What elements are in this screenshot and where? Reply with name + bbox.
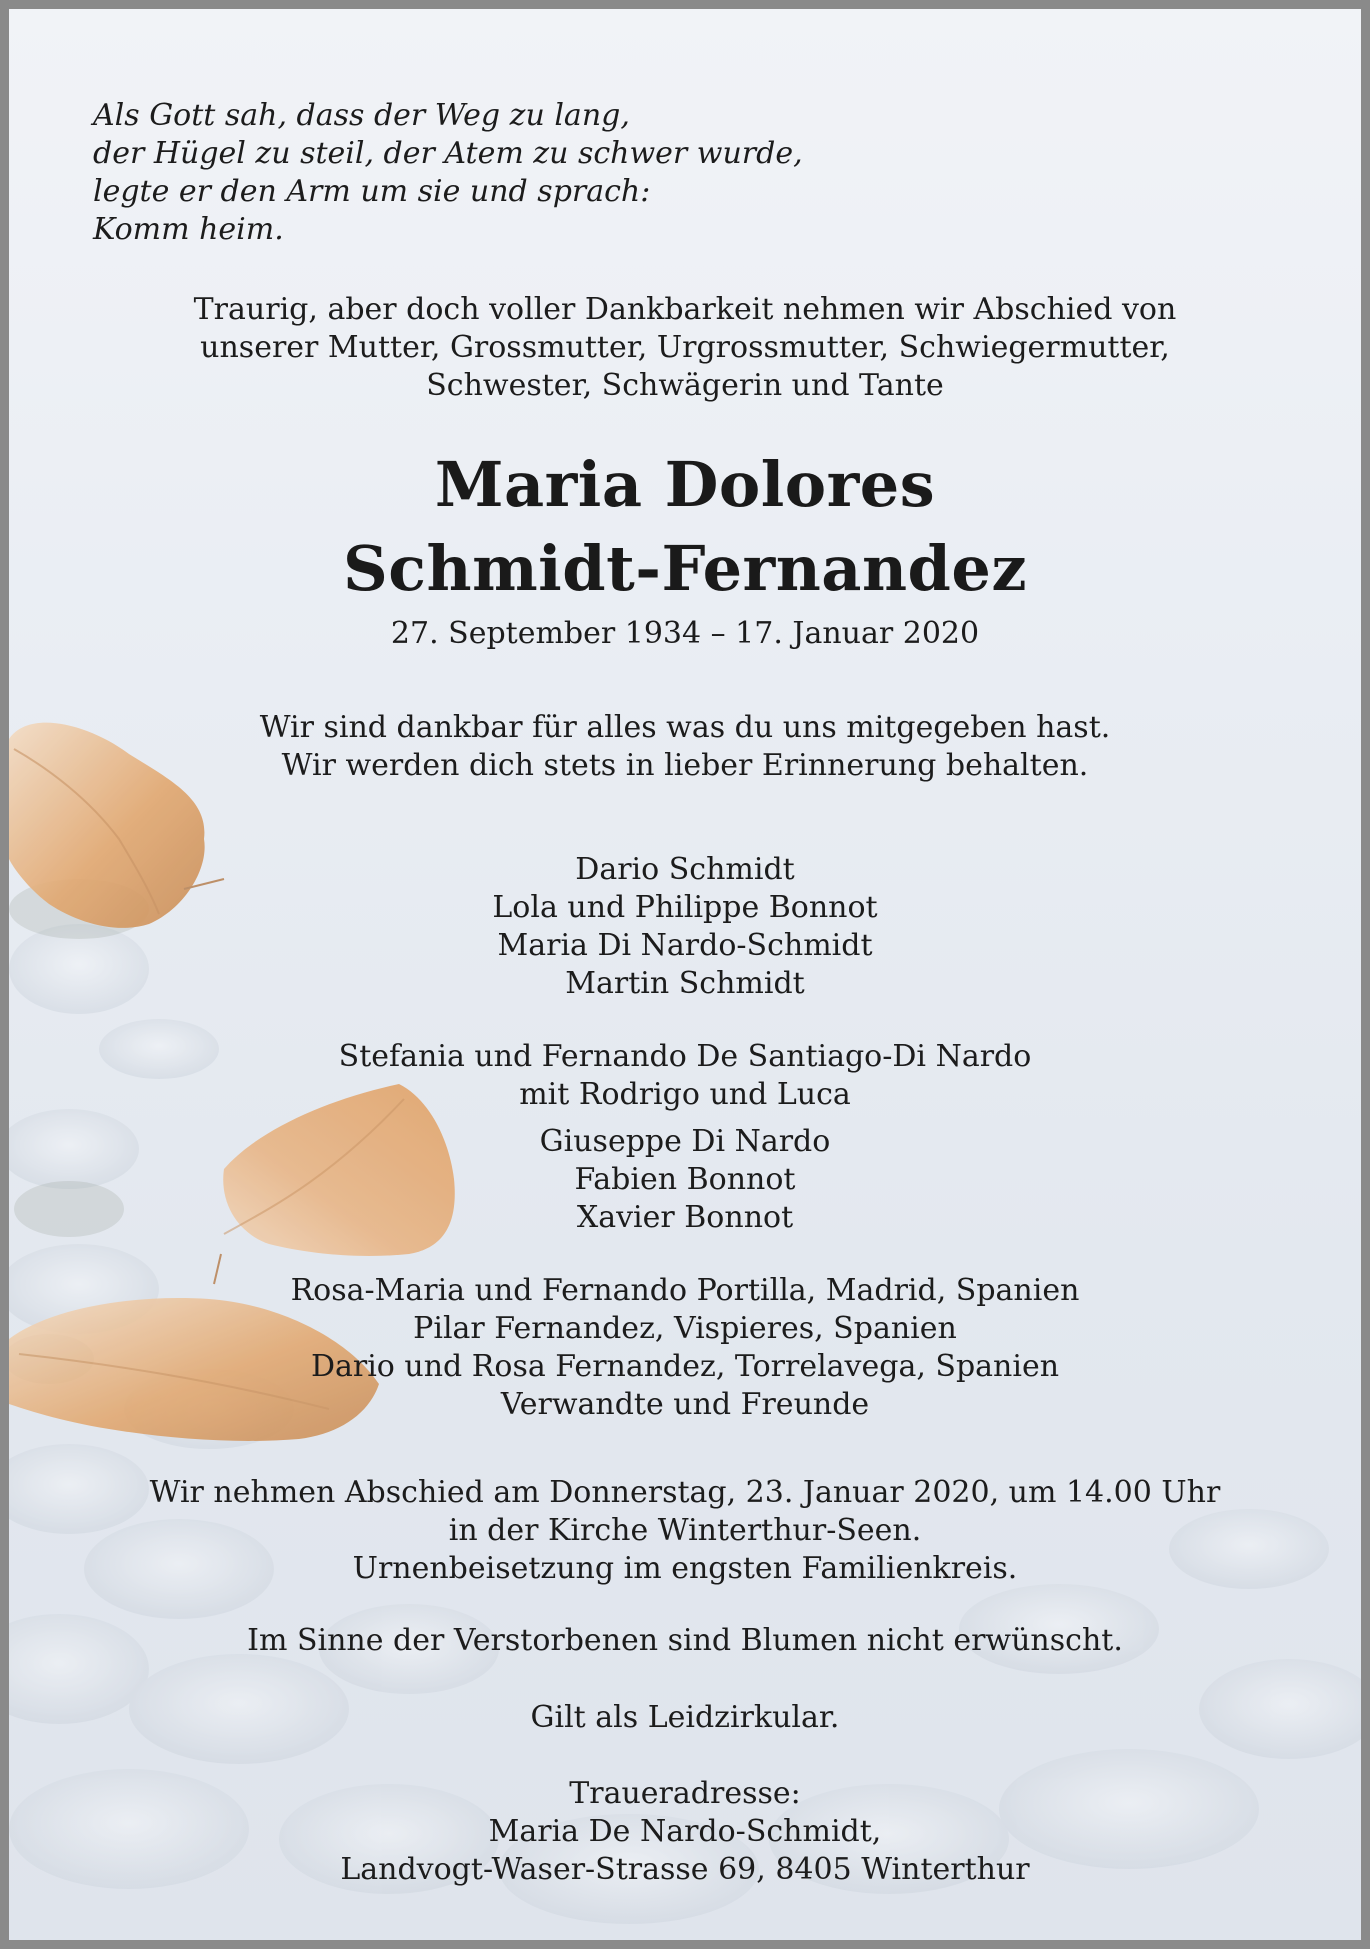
intro-line: Schwester, Schwägerin und Tante [426,368,944,403]
mourner-name: Fabien Bonnot [574,1162,796,1197]
poem-line: legte er den Arm um sie und sprach: [93,174,651,209]
ceremony-line: in der Kirche Winterthur-Seen. [448,1513,922,1548]
mourner-name: Lola und Philippe Bonnot [492,890,878,925]
mourner-name: Verwandte und Freunde [500,1387,870,1422]
intro-line: unserer Mutter, Grossmutter, Urgrossmutter, Schwiegermutter, [200,330,1170,365]
mourner-name: Martin Schmidt [565,966,805,1001]
mourner-name: Stefania und Fernando De Santiago-Di Nardo [338,1039,1032,1074]
deceased-name-line2: Schmidt-Fernandez [342,532,1028,605]
thanks-line: Wir werden dich stets in lieber Erinnerung behalten. [281,748,1089,783]
address-street: Landvogt-Waser-Strasse 69, 8405 Winterthur [340,1852,1030,1887]
mourner-name: Maria Di Nardo-Schmidt [497,928,873,963]
address-name: Maria De Nardo-Schmidt, [488,1814,882,1849]
mourner-name: Dario Schmidt [575,852,795,887]
life-dates [9,615,1361,653]
mourner-name: Giuseppe Di Nardo [539,1124,831,1159]
mourners-group-4 [9,1272,1361,1424]
obituary-page [9,9,1361,1940]
address-label: Traueradresse: [569,1776,801,1811]
ceremony-line: Wir nehmen Abschied am Donnerstag, 23. Januar 2020, um 14.00 Uhr [149,1475,1221,1510]
mourner-name: Pilar Fernandez, Vispieres, Spanien [413,1311,957,1346]
intro-line: Traurig, aber doch voller Dankbarkeit nehmen wir Abschied von [193,292,1177,327]
mourner-name: mit Rodrigo und Luca [519,1077,851,1112]
poem [93,97,993,249]
thanks-line: Wir sind dankbar für alles was du uns mitgegeben hast. [259,710,1111,745]
intro-text [9,291,1361,405]
life-dates-text: 27. September 1934 – 17. Januar 2020 [390,616,980,651]
circular-note [9,1699,1361,1737]
mourning-address [9,1775,1361,1889]
poem-line: Komm heim. [93,212,284,247]
mourner-name: Xavier Bonnot [576,1200,794,1235]
obituary-content [9,9,1361,1940]
ceremony-line: Urnenbeisetzung im engsten Familienkreis. [352,1551,1018,1586]
mourners-group-2 [9,1038,1361,1114]
mourner-name: Rosa-Maria und Fernando Portilla, Madrid, Spanien [290,1273,1080,1308]
mourners-group-3 [9,1123,1361,1237]
deceased-name-line1: Maria Dolores [434,448,936,521]
flowers-note-text: Im Sinne der Verstorbenen sind Blumen nicht erwünscht. [247,1623,1123,1658]
circular-note-text: Gilt als Leidzirkular. [530,1700,840,1735]
flowers-note [9,1622,1361,1660]
mourners-group-1 [9,851,1361,1003]
poem-line: Als Gott sah, dass der Weg zu lang, [93,98,630,133]
ceremony-text [9,1474,1361,1588]
mourner-name: Dario und Rosa Fernandez, Torrelavega, Spanien [310,1349,1060,1384]
thanks-text [9,709,1361,785]
poem-line: der Hügel zu steil, der Atem zu schwer wurde, [93,136,803,171]
